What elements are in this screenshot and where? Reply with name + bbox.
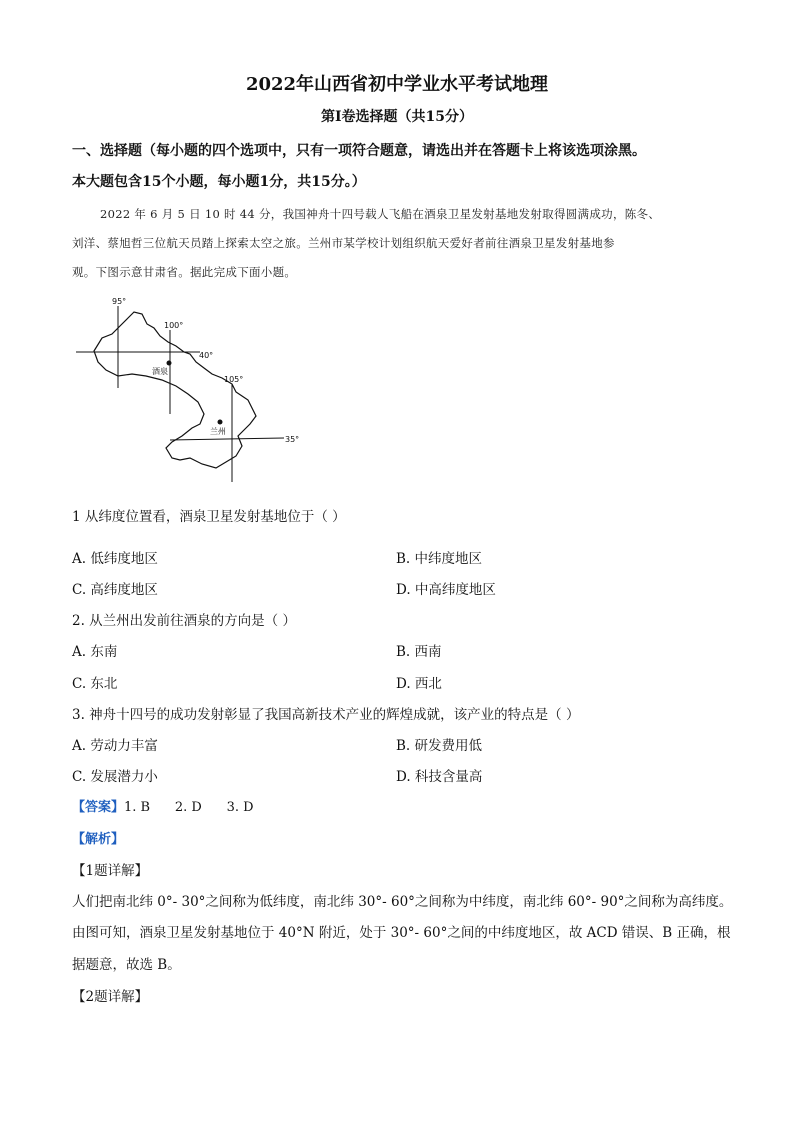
city-label-lanzhou: 兰州 [210, 427, 226, 436]
question-1-option-d: D. 中高纬度地区 [396, 582, 496, 598]
lon-label-95: 95° [112, 297, 127, 306]
lon-label-105: 105° [224, 375, 244, 384]
question-2-option-b: B. 西南 [396, 644, 442, 660]
q1-detail-line3: 据题意，故选 B。 [72, 957, 181, 973]
question-2-option-d: D. 西北 [396, 676, 442, 692]
question-2-stem: 2. 从兰州出发前往酒泉的方向是（ ） [72, 613, 296, 629]
answer-line [72, 796, 254, 815]
question-3-option-c: C. 发展潜力小 [72, 769, 158, 785]
question-1-option-a: A. 低纬度地区 [72, 551, 158, 567]
parallel-35 [170, 438, 284, 440]
section-instructions-line1: 一、选择题（每小题的四个选项中，只有一项符合题意，请选出并在答题卡上将该选项涂黑。 [72, 143, 646, 159]
jiuquan-marker [167, 361, 172, 366]
answer-tag: 【答案】 [72, 800, 125, 815]
intro-line2: 刘洋、蔡旭哲三位航天员踏上探索太空之旅。兰州市某学校计划组织航天爱好者前往酒泉卫星发射基地参 [72, 236, 615, 250]
q1-detail-line1: 人们把南北纬 0°- 30°之间称为低纬度，南北纬 30°- 60°之间称为中纬度，南北纬 60°- 90°之间称为高纬度。 [72, 894, 733, 910]
section-instructions-line2: 本大题包含15个小题，每小题1分，共15分。） [72, 174, 366, 190]
intro-line3: 观。下图示意甘肃省。据此完成下面小题。 [72, 265, 297, 279]
lat-label-40: 40° [199, 351, 214, 360]
question-3-option-b: B. 研发费用低 [396, 738, 483, 754]
lon-label-100: 100° [164, 321, 184, 330]
question-1-stem: 1 从纬度位置看，酒泉卫星发射基地位于（ ） [72, 509, 346, 525]
question-1-option-c: C. 高纬度地区 [72, 582, 158, 598]
analysis-tag: 【解析】 [72, 832, 125, 847]
question-3-stem: 3. 神舟十四号的成功发射彰显了我国高新技术产业的辉煌成就，该产业的特点是（ ） [72, 707, 580, 723]
question-1-option-b: B. 中纬度地区 [396, 551, 483, 567]
q1-detail-header: 【1题详解】 [72, 863, 149, 879]
question-3-option-d: D. 科技含量高 [396, 769, 483, 785]
intro-line1: 2022 年 6 月 5 日 10 时 44 分，我国神舟十四号载人飞船在酒泉卫星发射基地发射取得圆满成功，陈冬、 [100, 207, 661, 221]
q1-detail-line2: 由图可知，酒泉卫星发射基地位于 40°N 附近，处于 30°- 60°之间的中纬度地区，故 ACD 错误、B 正确，根 [72, 925, 731, 941]
q2-detail-header: 【2题详解】 [72, 989, 149, 1005]
question-2-option-a: A. 东南 [72, 644, 118, 660]
question-3-option-a: A. 劳动力丰富 [72, 738, 158, 754]
city-label-jiuquan: 酒泉 [152, 367, 168, 376]
page-subtitle: 第Ⅰ卷选择题（共15分） [320, 109, 474, 125]
question-2-option-c: C. 东北 [72, 676, 118, 692]
gansu-map [72, 296, 312, 488]
page-title: 2022年山西省初中学业水平考试地理 [245, 74, 549, 95]
lat-label-35: 35° [285, 435, 300, 444]
lanzhou-marker [218, 420, 223, 425]
answer-text: 1. B 2. D 3. D [124, 800, 254, 815]
